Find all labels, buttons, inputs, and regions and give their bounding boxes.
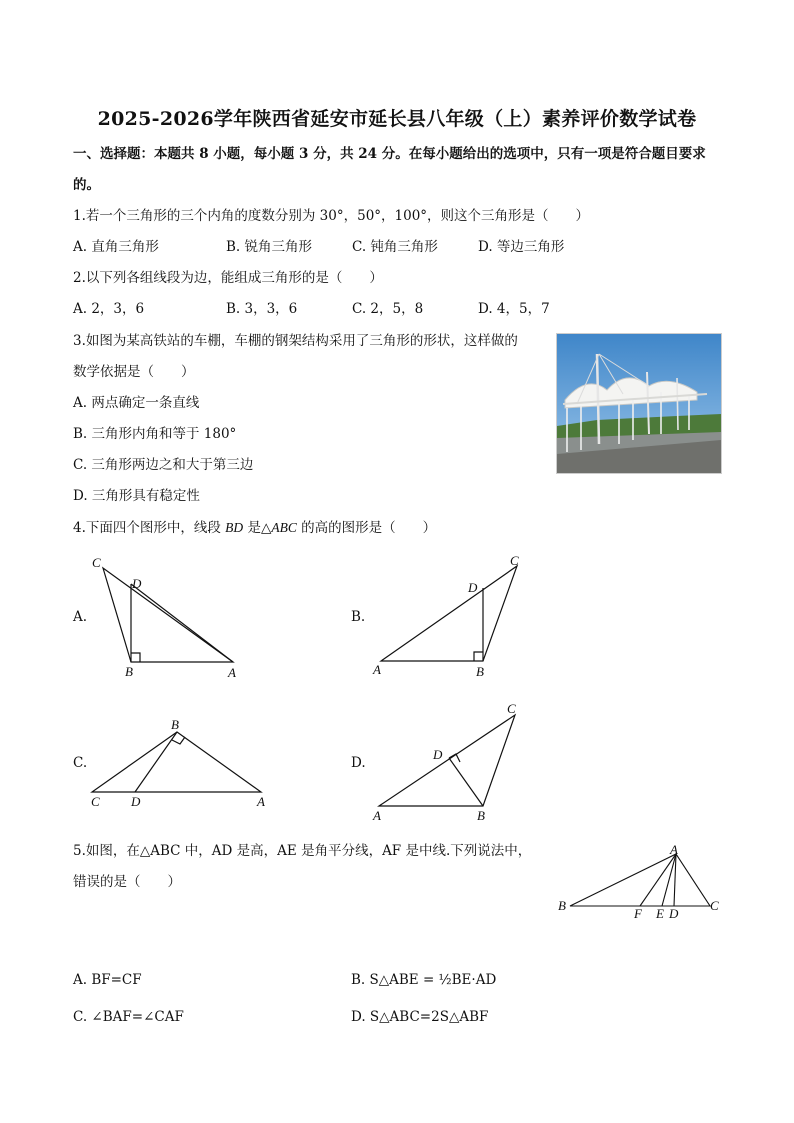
q4-option-a-label: A. [73, 609, 88, 625]
fig-d-label-d: D [433, 747, 443, 762]
q3-option-a: A. 两点确定一条直线 [73, 395, 200, 411]
fig-b-label-d: D [468, 580, 478, 595]
fig-a-label-d: D [132, 576, 142, 591]
q5-option-b: B. S△ABE = ½BE·AD [351, 972, 497, 988]
fig-d-label-a: A [373, 808, 381, 823]
question-1-stem: 1.若一个三角形的三个内角的度数分别为 30°，50°，100°，则这个三角形是（ ） [73, 208, 590, 224]
q4-figure-c [85, 712, 275, 812]
q5-option-d: D. S△ABC=2S△ABF [351, 1009, 489, 1025]
q4-figure-b [365, 550, 535, 680]
q5-label-b: B [558, 898, 566, 913]
q4-figure-d [365, 700, 535, 826]
q5-label-e: E [656, 906, 664, 921]
q2-option-b: B. 3，3，6 [226, 301, 298, 317]
question-5-stem-line2: 错误的是（ ） [73, 874, 181, 890]
fig-b-label-b: B [476, 664, 484, 679]
q5-label-c: C [710, 898, 719, 913]
question-5-stem-line1: 5.如图，在△ABC 中，AD 是高，AE 是角平分线，AF 是中线.下列说法中， [73, 843, 532, 859]
fig-c-label-a: A [257, 794, 265, 809]
q3-option-c: C. 三角形两边之和大于第三边 [73, 457, 254, 473]
section-heading-line1: 一、选择题：本题共 8 小题，每小题 3 分，共 24 分。在每小题给出的选项中，只有一项是符合题目要求 [73, 146, 706, 162]
q2-option-d: D. 4，5，7 [478, 301, 550, 317]
q4-option-d-label: D. [351, 755, 366, 771]
q5-label-d: D [669, 906, 679, 921]
q5-figure [552, 840, 732, 925]
question-4-stem: 4.下面四个图形中，线段 BD 是△ABC 的高的图形是（ ） [73, 520, 437, 536]
q1-option-b: B. 锐角三角形 [226, 239, 313, 255]
q5-option-a: A. BF=CF [73, 972, 142, 988]
q1-option-d: D. 等边三角形 [478, 239, 565, 255]
q5-label-a: A [670, 842, 678, 857]
q5-option-c: C. ∠BAF=∠CAF [73, 1009, 184, 1025]
fig-a-label-c: C [92, 555, 101, 570]
fig-b-label-c: C [510, 553, 519, 568]
fig-c-label-b: B [171, 717, 179, 732]
q3-option-b: B. 三角形内角和等于 180° [73, 426, 237, 442]
q4-option-b-label: B. [351, 609, 366, 625]
fig-a-label-a: A [228, 665, 236, 680]
q1-option-a: A. 直角三角形 [73, 239, 159, 255]
q5-label-f: F [634, 906, 642, 921]
q4-option-c-label: C. [73, 755, 88, 771]
q1-option-c: C. 钝角三角形 [352, 239, 438, 255]
fig-a-label-b: B [125, 664, 133, 679]
q2-option-a: A. 2，3，6 [73, 301, 145, 317]
q3-option-d: D. 三角形具有稳定性 [73, 488, 200, 504]
fig-d-label-c: C [507, 701, 516, 716]
q2-option-c: C. 2，5，8 [352, 301, 424, 317]
fig-d-label-b: B [477, 808, 485, 823]
question-3-stem-line1: 3.如图为某高铁站的车棚，车棚的钢架结构采用了三角形的形状，这样做的 [73, 333, 518, 349]
fig-b-label-a: A [373, 662, 381, 677]
paper-title: 2025-2026学年陕西省延安市延长县八年级（上）素养评价数学试卷 [97, 108, 697, 130]
fig-c-label-d: D [131, 794, 141, 809]
question-3-stem-line2: 数学依据是（ ） [73, 364, 195, 380]
q4-figure-a [85, 550, 255, 680]
question-2-stem: 2.以下列各组线段为边，能组成三角形的是（ ） [73, 270, 383, 286]
station-canopy-photo [556, 333, 722, 474]
section-heading-line2: 的。 [73, 177, 100, 193]
fig-c-label-c: C [91, 794, 100, 809]
